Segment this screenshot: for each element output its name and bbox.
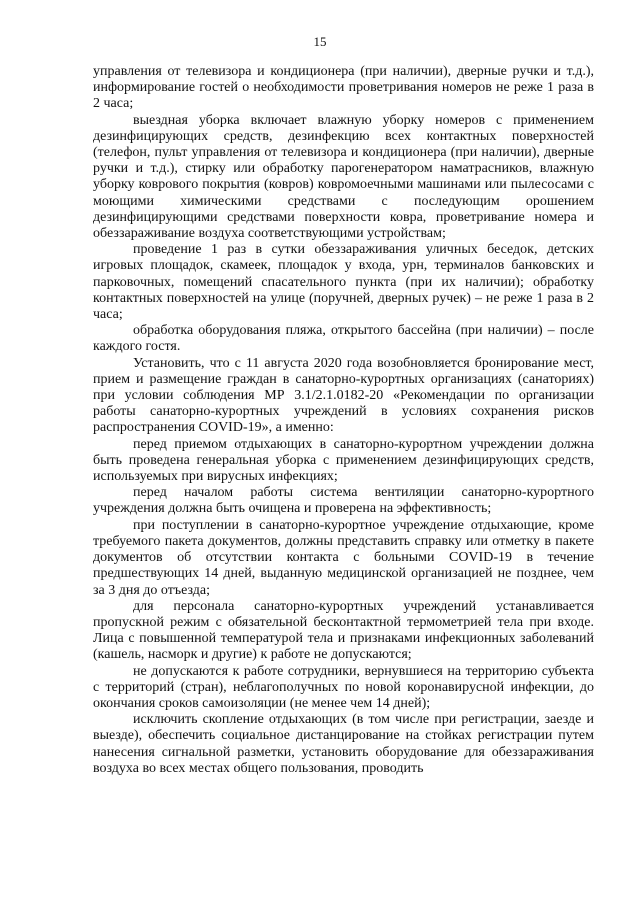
paragraph-checkout-cleaning: выездная уборка включает влажную уборку номеров с применением дезинфицирующих средств, дезинфекцию всех контактных поверхностей (телефон, пульт управления от телевизора и кондиционера (при наличии), дверные ручки и т.д.), стирку или обработку парогенератором наматрасников, влажную уборку коврового покрытия (ковров) ковромоечными машинами или пылесосами с моющими химическими средствами с последующим орошением дезинфицирующими средствами поверхности ковра, проветривание номера и обеззараживание воздуха соответствующими устройствам; — [93, 112, 594, 242]
document-body — [93, 64, 594, 777]
paragraph-outdoor-disinfection: проведение 1 раз в сутки обеззараживания уличных беседок, детских игровых площадок, скамеек, площадок у входа, урн, терминалов банковских и парковочных, помещений спасательного пункта (при их наличии); обработку контактных поверхностей на улице (поручней, дверных ручек) – не реже 1 раза в 2 часа; — [93, 242, 594, 323]
paragraph-general-cleaning: перед приемом отдыхающих в санаторно-курортном учреждении должна быть проведена генеральная уборка с применением дезинфицирующих средств, используемых при вирусных инфекциях; — [93, 436, 594, 485]
page-number: 15 — [313, 34, 327, 49]
paragraph-crowd-avoidance: исключить скопление отдыхающих (в том числе при регистрации, заезде и выезде), обеспечить социальное дистанцирование на стойках регистрации путем нанесения сигнальной разметки, установить оборудование для обеззараживания воздуха во всех местах общего пользования, проводить — [93, 712, 594, 776]
paragraph-continuation: управления от телевизора и кондиционера (при наличии), дверные ручки и т.д.), информирование гостей о необходимости проветривания номеров не реже 1 раза в 2 часа; — [93, 64, 594, 112]
paragraph-sanatorium-booking: Установить, что с 11 августа 2020 года возобновляется бронирование мест, прием и размещение граждан в санаторно-курортных организациях (санаториях) при условии соблюдения МР 3.1/2.1.0182-20 «Рекомендации по организации работы санаторно-курортных учреждений в условиях сохранения рисков распространения COVID-19», а именно: — [93, 355, 594, 436]
paragraph-returning-staff: не допускаются к работе сотрудники, вернувшиеся на территорию субъекта с территорий (стран), неблагополучных по новой коронавирусной инфекции, до окончания сроков самоизоляции (не менее чем 14 дней); — [93, 663, 594, 711]
paragraph-ventilation: перед началом работы система вентиляции санаторно-курортного учреждения должна быть очищена и проверена на эффективность; — [93, 485, 594, 517]
paragraph-staff-thermometry: для персонала санаторно-курортных учреждений устанавливается пропускной режим с обязательной бесконтактной термометрией тела при входе. Лица с повышенной температурой тела и признаками инфекционных заболеваний (кашель, насморк и другие) к работе не допускаются; — [93, 598, 594, 663]
paragraph-beach-pool: обработка оборудования пляжа, открытого бассейна (при наличии) – после каждого гостя. — [93, 323, 594, 355]
paragraph-admission-documents: при поступлении в санаторно-курортное учреждение отдыхающие, кроме требуемого пакета документов, должны представить справку или отметку в пакете документов об отсутствии контакта с больными COVID-19 в течение предшествующих 14 дней, выданную медицинской организацией не позднее, чем за 3 дня до отъезда; — [93, 517, 594, 598]
